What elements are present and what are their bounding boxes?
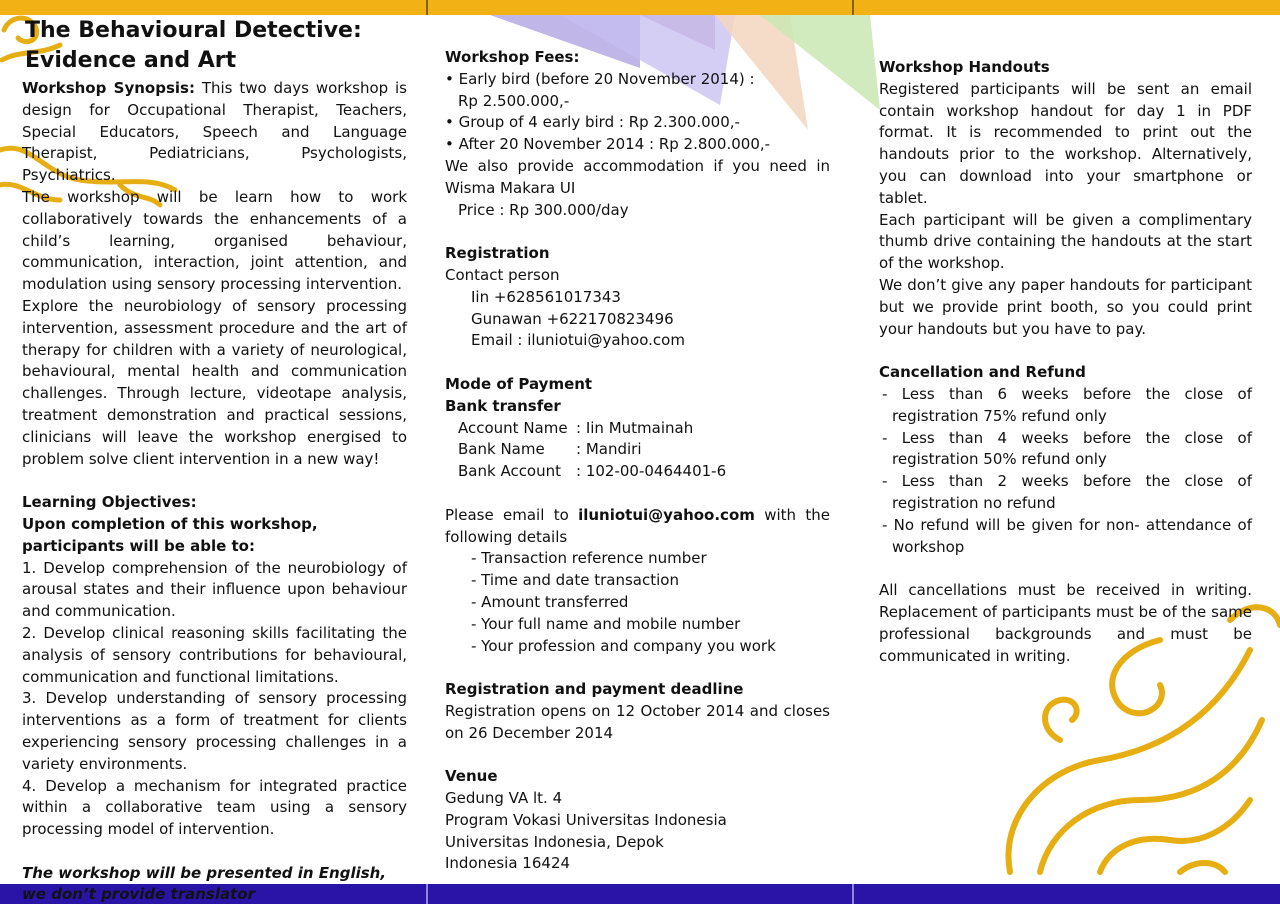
cancellation-heading: Cancellation and Refund [879, 363, 1086, 382]
deadline-text: Registration opens on 12 October 2014 and closes on 26 December 2014 [445, 701, 830, 742]
handouts-paragraph-1: Registered participants will be sent an email contain workshop handout for day 1 in PDF format. It is recommended to print out the handouts prior to the workshop. Alternatively, you can download into your smartphone or tablet. [879, 79, 1252, 207]
language-note: The workshop will be presented in English, we don’t provide translator [22, 863, 387, 904]
objective-item: 3. Develop understanding of sensory processing interventions as a form of treatment for clients experiencing sensory processing challenges in a variety environments. [22, 689, 407, 773]
detail-item: - Transaction reference number [471, 549, 707, 568]
title-line-1: The Behavioural Detective: [25, 18, 362, 43]
email-instruction [445, 505, 830, 549]
accommodation-text: We also provide accommodation if you need in Wisma Makara UI [445, 156, 830, 197]
accommodation-price: Price : Rp 300.000/day [458, 200, 629, 219]
objective-item: 1. Develop comprehension of the neurobiology of arousal states and their influence upon behaviour and communication. [22, 558, 407, 621]
email-prefix: Please email to [445, 505, 569, 524]
bank-transfer-label: Bank transfer [445, 396, 561, 415]
handouts-paragraph-3: We don’t give any paper handouts for participant but we provide print booth, so you could print your handouts but you have to pay. [879, 275, 1252, 338]
deadline-heading: Registration and payment deadline [445, 680, 744, 699]
bank-key: Bank Account [458, 462, 562, 481]
handouts-paragraph-2: Each participant will be given a complimentary thumb drive containing the handouts at the start of the workshop. [879, 210, 1252, 273]
synopsis-paragraph-3: Explore the neurobiology of sensory processing intervention, assessment procedure and the art of therapy for children with a variety of neurological, behavioural, mental health and communication challenges. Through lecture, videotape analysis, treatment demonstration and practical sessions, clinicians will leave the workshop energised to problem solve client intervention in a new way! [22, 296, 407, 468]
bank-value: : Mandiri [576, 440, 642, 459]
refund-item: - No refund will be given for non- attendance of workshop [882, 515, 1252, 556]
synopsis-paragraph-2: The workshop will be learn how to work collaboratively towards the enhancements of a child’s learning, organised behaviour, communication, interaction, joint attention, and modulation using sensory processing intervention. [22, 187, 407, 294]
venue-line: Universitas Indonesia, Depok [445, 832, 664, 851]
contact-item: Email : iluniotui@yahoo.com [471, 331, 685, 350]
bank-key: Bank Name [458, 440, 545, 459]
synopsis-label: Workshop Synopsis: [22, 79, 195, 97]
refund-item: - Less than 6 weeks before the close of registration 75% refund only [882, 384, 1252, 425]
bank-key: Account Name [458, 418, 568, 437]
detail-item: - Your full name and mobile number [471, 614, 741, 633]
fee-after: • After 20 November 2014 : Rp 2.800.000,- [445, 135, 771, 154]
middle-column [445, 47, 830, 875]
contact-item: Iin +628561017343 [471, 287, 621, 306]
objectives-heading: Learning Objectives: [22, 493, 197, 512]
right-column [879, 57, 1252, 667]
objective-item: 4. Develop a mechanism for integrated practice within a collaborative team using a sensory processing model of intervention. [22, 776, 407, 839]
detail-item: - Amount transferred [471, 592, 629, 611]
left-column [22, 16, 407, 906]
bank-value: : Iin Mutmainah [576, 418, 694, 437]
refund-item: - Less than 2 weeks before the close of registration no refund [882, 472, 1252, 512]
payment-heading: Mode of Payment [445, 374, 593, 393]
email-address: iluniotui@yahoo.com [578, 505, 755, 524]
refund-item: - Less than 4 weeks before the close of registration 50% refund only [882, 428, 1252, 469]
fees-heading: Workshop Fees: [445, 48, 580, 66]
fee-early-bird: • Early bird (before 20 November 2014) : [445, 69, 755, 88]
cancellation-closing: All cancellations must be received in writing. Replacement of participants must be of the same professional backgrounds and must be communicated in writing. [879, 581, 1252, 665]
venue-line: Program Vokasi Universitas Indonesia [445, 810, 727, 829]
venue-line: Gedung VA lt. 4 [445, 789, 563, 808]
contact-item: Gunawan +622170823496 [471, 309, 674, 328]
venue-heading: Venue [445, 767, 498, 786]
fee-early-bird-price: Rp 2.500.000,- [458, 91, 570, 110]
bank-row [445, 418, 830, 440]
fee-group: • Group of 4 early bird : Rp 2.300.000,- [445, 113, 740, 132]
objective-item: 2. Develop clinical reasoning skills facilitating the analysis of sensory contributions for behavioural, communication and functional limitations. [22, 623, 407, 686]
synopsis-text: This two days workshop is design for Occupational Therapist, Teachers, Special Educators, Speech and Language Therapist, Pediatricians, Psychologists, Psychiatrics. [22, 79, 407, 185]
bank-row [445, 461, 830, 483]
detail-item: - Time and date transaction [471, 571, 679, 590]
title-line-2: Evidence and Art [25, 48, 237, 73]
bank-value: : 102-00-0464401-6 [576, 462, 727, 481]
venue-line: Indonesia 16424 [445, 854, 571, 873]
bank-row [445, 439, 830, 461]
detail-item: - Your profession and company you work [471, 636, 776, 655]
email-suffix: with the following details [445, 505, 830, 546]
registration-heading: Registration [445, 244, 550, 263]
contact-label: Contact person [445, 265, 560, 284]
objectives-intro: Upon completion of this workshop, participants will be able to: [22, 514, 318, 555]
synopsis [22, 78, 407, 187]
handouts-heading: Workshop Handouts [879, 58, 1050, 76]
